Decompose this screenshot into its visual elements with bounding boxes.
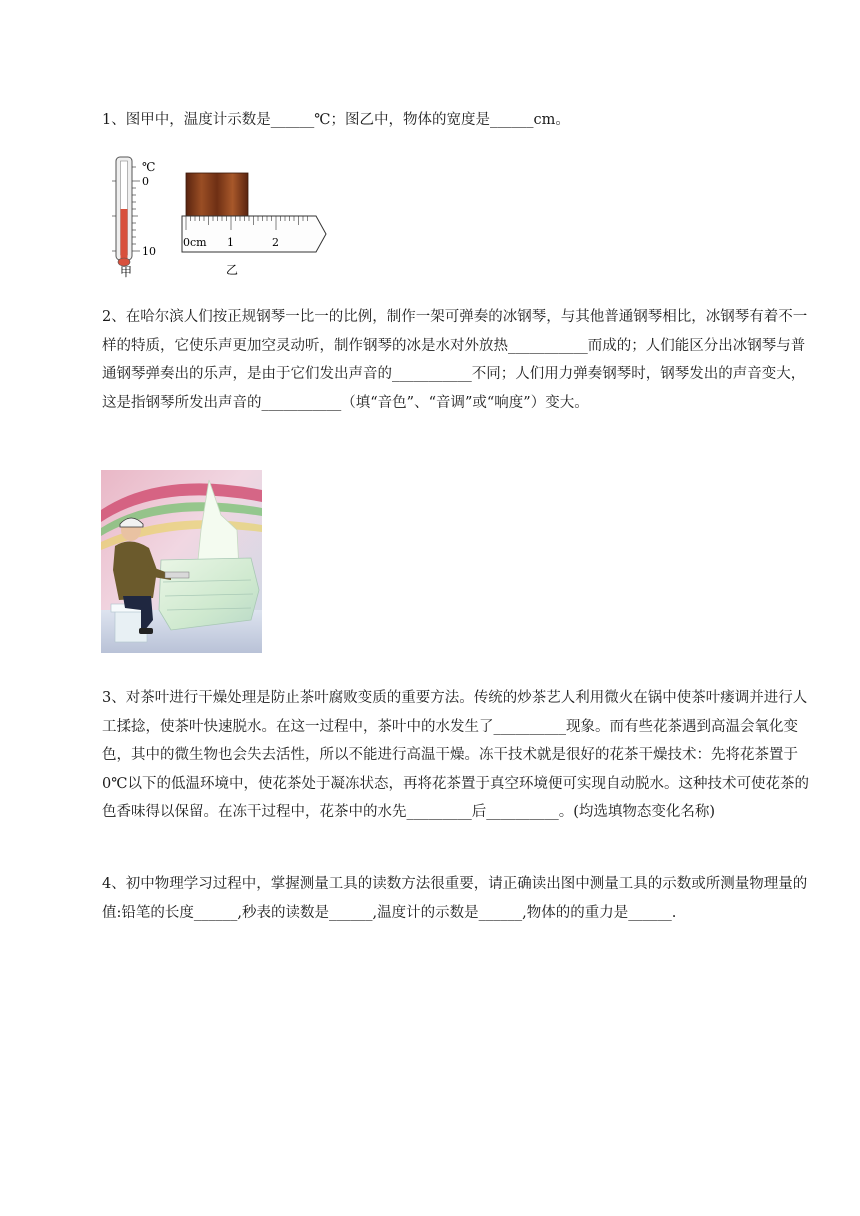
thermometer-caption: 甲 — [120, 265, 133, 279]
ruler-drawing — [180, 170, 328, 280]
ruler-caption: 乙 — [226, 263, 239, 277]
question-2: 2、在哈尔滨人们按正规钢琴一比一的比例，制作一架可弹奏的冰钢琴，与其他普通钢琴相比，冰钢琴有着不一样的特质，它使乐声更加空灵动听，制作钢琴的冰是水对外放热___________而成的；人们能区分出冰钢琴与普通钢琴弹奏出的乐声，是由于它们发出声音的___________不同；人们用力弹奏钢琴时，钢琴发出的声音变大，这是指钢琴所发出声音的___________（填“音色”、“音调”或“响度”）变大。 — [102, 309, 808, 411]
thermometer-figure — [102, 155, 166, 280]
thermometer-drawing — [102, 155, 166, 280]
question-1: 1、图甲中，温度计示数是______℃；图乙中，物体的宽度是______cm。 — [102, 112, 570, 128]
thermometer-tick-top: 0 — [142, 175, 149, 188]
ice-piano-photo — [101, 470, 262, 653]
question-3: 3、对茶叶进行干燥处理是防止茶叶腐败变质的重要方法。传统的炒茶艺人利用微火在锅中使茶叶瘘调并进行人工揉捻，使茶叶快速脱水。在这一过程中，茶叶中的水发生了__________现象。而有些花茶遇到高温会氧化变色，其中的微生物也会失去活性，所以不能进行高温干燥。冻干技术就是很好的花茶干燥技术：先将花茶置于0℃以下的低温环境中，使花茶处于凝冻状态，再将花茶置于真空环境便可实现自动脱水。这种技术可使花茶的色香味得以保留。在冻干过程中，花茶中的水先_________后__________。(均选填物态变化名称) — [102, 690, 809, 820]
measured-object — [186, 173, 248, 216]
ruler-tick-1: 1 — [227, 236, 234, 249]
thermometer-liquid — [121, 209, 128, 261]
thermometer-unit: ℃ — [142, 160, 156, 174]
ruler-tick-0: 0cm — [183, 236, 207, 249]
question-4: 4、初中物理学习过程中，掌握测量工具的读数方法很重要，请正确读出图中测量工具的示数或所测量物理量的值:铅笔的长度______,秒表的读数是______,温度计的示数是______,物体的的重力是______. — [102, 876, 808, 921]
thermometer-tick-bottom: 10 — [142, 245, 156, 258]
ruler-tick-2: 2 — [272, 236, 279, 249]
ice-piano-illustration — [101, 470, 262, 653]
ruler-figure — [180, 170, 328, 280]
